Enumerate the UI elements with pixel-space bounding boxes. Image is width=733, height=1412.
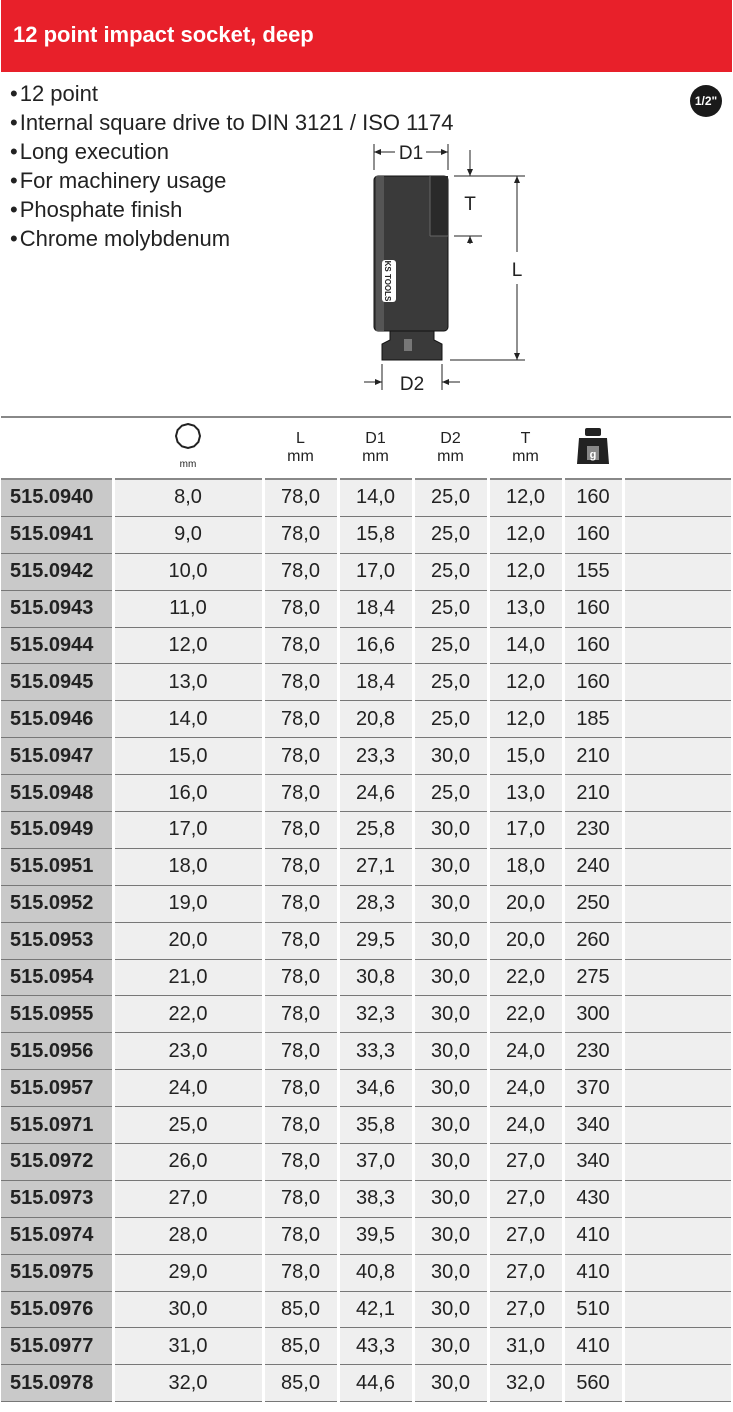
table-cell: 39,5 bbox=[338, 1217, 413, 1254]
table-cell: 160 bbox=[563, 479, 623, 516]
table-cell: 85,0 bbox=[263, 1365, 338, 1402]
spec-table bbox=[1, 416, 731, 1402]
table-row bbox=[1, 1254, 731, 1291]
table-cell: 30,0 bbox=[413, 1180, 488, 1217]
table-cell: 78,0 bbox=[263, 1254, 338, 1291]
table-cell: 30,0 bbox=[413, 1033, 488, 1070]
header-length: L mm bbox=[263, 417, 338, 479]
table-cell: 44,6 bbox=[338, 1365, 413, 1402]
table-cell-blank bbox=[623, 848, 731, 885]
table-cell: 20,0 bbox=[488, 922, 563, 959]
article-number-cell: 515.0942 bbox=[1, 553, 113, 590]
table-cell-blank bbox=[623, 1217, 731, 1254]
table-cell-blank bbox=[623, 479, 731, 516]
table-cell: 370 bbox=[563, 1070, 623, 1107]
table-cell: 30,0 bbox=[413, 1217, 488, 1254]
table-cell-blank bbox=[623, 553, 731, 590]
table-cell: 155 bbox=[563, 553, 623, 590]
feature-item: • Internal square drive to DIN 3121 / ISO 1174 bbox=[10, 108, 453, 137]
table-cell: 430 bbox=[563, 1180, 623, 1217]
table-cell: 12,0 bbox=[113, 627, 263, 664]
table-cell-blank bbox=[623, 1291, 731, 1328]
table-row bbox=[1, 1070, 731, 1107]
table-cell-blank bbox=[623, 1144, 731, 1181]
table-cell: 25,0 bbox=[113, 1107, 263, 1144]
table-cell: 78,0 bbox=[263, 996, 338, 1033]
table-cell: 22,0 bbox=[488, 996, 563, 1033]
table-cell: 13,0 bbox=[488, 590, 563, 627]
table-cell: 410 bbox=[563, 1217, 623, 1254]
table-cell: 25,8 bbox=[338, 812, 413, 849]
table-cell: 185 bbox=[563, 701, 623, 738]
table-row bbox=[1, 1033, 731, 1070]
table-cell: 30,0 bbox=[413, 1144, 488, 1181]
table-row bbox=[1, 812, 731, 849]
table-cell-blank bbox=[623, 738, 731, 775]
article-number-cell: 515.0945 bbox=[1, 664, 113, 701]
table-row bbox=[1, 701, 731, 738]
table-cell: 28,3 bbox=[338, 885, 413, 922]
table-cell: 30,0 bbox=[113, 1291, 263, 1328]
table-row bbox=[1, 1365, 731, 1402]
table-cell: 410 bbox=[563, 1328, 623, 1365]
table-cell: 30,0 bbox=[413, 885, 488, 922]
table-row bbox=[1, 664, 731, 701]
table-cell: 78,0 bbox=[263, 664, 338, 701]
table-row bbox=[1, 627, 731, 664]
article-number-cell: 515.0955 bbox=[1, 996, 113, 1033]
table-cell-blank bbox=[623, 590, 731, 627]
table-cell: 30,0 bbox=[413, 1365, 488, 1402]
ks-tools-logo bbox=[382, 260, 396, 302]
table-cell: 23,3 bbox=[338, 738, 413, 775]
table-row bbox=[1, 885, 731, 922]
table-cell: 30,0 bbox=[413, 922, 488, 959]
dodecagon-icon bbox=[175, 423, 201, 449]
d1-label: D1 bbox=[398, 143, 424, 164]
table-cell: 18,0 bbox=[488, 848, 563, 885]
table-cell: 32,3 bbox=[338, 996, 413, 1033]
header-size bbox=[113, 417, 263, 479]
article-number-cell: 515.0977 bbox=[1, 1328, 113, 1365]
table-cell-blank bbox=[623, 516, 731, 553]
table-cell: 12,0 bbox=[488, 664, 563, 701]
table-cell-blank bbox=[623, 664, 731, 701]
table-row bbox=[1, 516, 731, 553]
table-cell: 33,3 bbox=[338, 1033, 413, 1070]
article-number-cell: 515.0940 bbox=[1, 479, 113, 516]
article-number-cell: 515.0941 bbox=[1, 516, 113, 553]
table-cell: 24,0 bbox=[488, 1070, 563, 1107]
table-cell: 25,0 bbox=[413, 701, 488, 738]
table-cell: 210 bbox=[563, 775, 623, 812]
table-cell: 240 bbox=[563, 848, 623, 885]
table-cell: 27,0 bbox=[488, 1180, 563, 1217]
table-cell: 27,0 bbox=[113, 1180, 263, 1217]
table-cell: 78,0 bbox=[263, 516, 338, 553]
article-number-cell: 515.0947 bbox=[1, 738, 113, 775]
table-cell-blank bbox=[623, 922, 731, 959]
article-number-cell: 515.0973 bbox=[1, 1180, 113, 1217]
article-number-cell: 515.0953 bbox=[1, 922, 113, 959]
table-cell: 78,0 bbox=[263, 738, 338, 775]
table-cell-blank bbox=[623, 996, 731, 1033]
table-cell: 78,0 bbox=[263, 922, 338, 959]
table-cell: 78,0 bbox=[263, 1033, 338, 1070]
header-t: T mm bbox=[488, 417, 563, 479]
table-row bbox=[1, 1180, 731, 1217]
table-cell: 160 bbox=[563, 590, 623, 627]
table-row bbox=[1, 775, 731, 812]
table-cell: 30,0 bbox=[413, 996, 488, 1033]
table-cell-blank bbox=[623, 1070, 731, 1107]
table-row bbox=[1, 1291, 731, 1328]
article-number-cell: 515.0972 bbox=[1, 1144, 113, 1181]
feature-item: • For machinery usage bbox=[10, 166, 453, 195]
table-row bbox=[1, 738, 731, 775]
table-cell: 21,0 bbox=[113, 959, 263, 996]
table-row bbox=[1, 959, 731, 996]
table-cell: 32,0 bbox=[113, 1365, 263, 1402]
table-cell: 29,0 bbox=[113, 1254, 263, 1291]
table-row bbox=[1, 922, 731, 959]
table-cell: 30,0 bbox=[413, 812, 488, 849]
table-cell-blank bbox=[623, 1365, 731, 1402]
feature-item: • 12 point bbox=[10, 79, 453, 108]
table-cell: 22,0 bbox=[113, 996, 263, 1033]
table-cell: 25,0 bbox=[413, 775, 488, 812]
table-cell: 25,0 bbox=[413, 516, 488, 553]
table-cell: 230 bbox=[563, 812, 623, 849]
table-cell: 78,0 bbox=[263, 1144, 338, 1181]
table-cell: 27,0 bbox=[488, 1254, 563, 1291]
l-label: L bbox=[511, 260, 523, 281]
table-cell: 25,0 bbox=[413, 664, 488, 701]
article-number-cell: 515.0946 bbox=[1, 701, 113, 738]
table-cell: 78,0 bbox=[263, 848, 338, 885]
table-cell: 22,0 bbox=[488, 959, 563, 996]
table-cell: 230 bbox=[563, 1033, 623, 1070]
table-cell: 42,1 bbox=[338, 1291, 413, 1328]
table-cell: 25,0 bbox=[413, 627, 488, 664]
table-cell-blank bbox=[623, 885, 731, 922]
table-cell: 20,0 bbox=[113, 922, 263, 959]
table-cell: 78,0 bbox=[263, 885, 338, 922]
table-cell: 275 bbox=[563, 959, 623, 996]
table-cell: 37,0 bbox=[338, 1144, 413, 1181]
drive-size-badge: 1/2" bbox=[690, 85, 722, 117]
table-cell: 14,0 bbox=[113, 701, 263, 738]
table-cell: 30,0 bbox=[413, 848, 488, 885]
table-cell-blank bbox=[623, 1033, 731, 1070]
table-cell: 340 bbox=[563, 1144, 623, 1181]
article-number-cell: 515.0944 bbox=[1, 627, 113, 664]
table-cell: 12,0 bbox=[488, 479, 563, 516]
table-cell: 13,0 bbox=[488, 775, 563, 812]
brand-text: KS TOOLS bbox=[383, 260, 392, 302]
article-number-cell: 515.0943 bbox=[1, 590, 113, 627]
table-cell: 30,0 bbox=[413, 1291, 488, 1328]
table-cell: 27,0 bbox=[488, 1144, 563, 1181]
article-number-cell: 515.0952 bbox=[1, 885, 113, 922]
table-cell: 23,0 bbox=[113, 1033, 263, 1070]
table-header-row bbox=[1, 417, 731, 479]
table-cell: 32,0 bbox=[488, 1365, 563, 1402]
table-cell: 30,0 bbox=[413, 1254, 488, 1291]
table-cell: 8,0 bbox=[113, 479, 263, 516]
table-row bbox=[1, 479, 731, 516]
table-cell: 78,0 bbox=[263, 812, 338, 849]
table-cell: 160 bbox=[563, 664, 623, 701]
table-cell: 17,0 bbox=[338, 553, 413, 590]
table-row bbox=[1, 1144, 731, 1181]
table-cell: 15,0 bbox=[488, 738, 563, 775]
table-cell: 340 bbox=[563, 1107, 623, 1144]
table-row bbox=[1, 996, 731, 1033]
table-cell: 25,0 bbox=[413, 553, 488, 590]
table-cell: 14,0 bbox=[338, 479, 413, 516]
article-number-cell: 515.0971 bbox=[1, 1107, 113, 1144]
header-d1: D1 mm bbox=[338, 417, 413, 479]
table-cell: 16,6 bbox=[338, 627, 413, 664]
table-cell: 78,0 bbox=[263, 627, 338, 664]
table-cell: 30,0 bbox=[413, 738, 488, 775]
table-cell: 78,0 bbox=[263, 1217, 338, 1254]
table-cell: 78,0 bbox=[263, 1180, 338, 1217]
article-number-cell: 515.0975 bbox=[1, 1254, 113, 1291]
weight-icon-label: g bbox=[589, 448, 597, 461]
table-cell-blank bbox=[623, 1107, 731, 1144]
table-cell-blank bbox=[623, 701, 731, 738]
table-cell: 410 bbox=[563, 1254, 623, 1291]
table-cell: 24,0 bbox=[488, 1033, 563, 1070]
table-cell: 25,0 bbox=[413, 590, 488, 627]
table-cell: 25,0 bbox=[413, 479, 488, 516]
table-cell: 27,0 bbox=[488, 1217, 563, 1254]
table-cell-blank bbox=[623, 1254, 731, 1291]
table-cell: 78,0 bbox=[263, 701, 338, 738]
table-cell: 85,0 bbox=[263, 1328, 338, 1365]
table-cell-blank bbox=[623, 1328, 731, 1365]
table-cell: 250 bbox=[563, 885, 623, 922]
table-cell: 16,0 bbox=[113, 775, 263, 812]
header-article bbox=[1, 417, 113, 479]
table-cell: 17,0 bbox=[113, 812, 263, 849]
socket-dimension-diagram bbox=[350, 140, 540, 400]
table-cell: 31,0 bbox=[488, 1328, 563, 1365]
table-cell: 12,0 bbox=[488, 553, 563, 590]
table-cell: 15,8 bbox=[338, 516, 413, 553]
table-cell: 18,4 bbox=[338, 590, 413, 627]
table-cell: 43,3 bbox=[338, 1328, 413, 1365]
table-cell: 160 bbox=[563, 627, 623, 664]
table-cell: 210 bbox=[563, 738, 623, 775]
table-cell: 10,0 bbox=[113, 553, 263, 590]
article-number-cell: 515.0956 bbox=[1, 1033, 113, 1070]
article-number-cell: 515.0976 bbox=[1, 1291, 113, 1328]
table-cell: 26,0 bbox=[113, 1144, 263, 1181]
table-cell-blank bbox=[623, 959, 731, 996]
table-cell: 78,0 bbox=[263, 479, 338, 516]
table-cell: 31,0 bbox=[113, 1328, 263, 1365]
table-cell: 30,8 bbox=[338, 959, 413, 996]
table-row bbox=[1, 1328, 731, 1365]
table-cell: 78,0 bbox=[263, 1107, 338, 1144]
table-cell: 78,0 bbox=[263, 959, 338, 996]
table-cell: 13,0 bbox=[113, 664, 263, 701]
table-row bbox=[1, 1217, 731, 1254]
table-cell: 24,0 bbox=[488, 1107, 563, 1144]
table-cell: 27,0 bbox=[488, 1291, 563, 1328]
table-cell: 40,8 bbox=[338, 1254, 413, 1291]
table-cell: 260 bbox=[563, 922, 623, 959]
article-number-cell: 515.0974 bbox=[1, 1217, 113, 1254]
table-cell: 12,0 bbox=[488, 701, 563, 738]
table-cell: 12,0 bbox=[488, 516, 563, 553]
table-cell: 78,0 bbox=[263, 775, 338, 812]
table-cell: 30,0 bbox=[413, 1328, 488, 1365]
table-cell: 20,8 bbox=[338, 701, 413, 738]
table-cell-blank bbox=[623, 627, 731, 664]
table-cell: 9,0 bbox=[113, 516, 263, 553]
table-row bbox=[1, 553, 731, 590]
d2-label: D2 bbox=[399, 374, 425, 395]
header-blank bbox=[623, 417, 731, 479]
table-cell: 18,0 bbox=[113, 848, 263, 885]
table-cell: 24,6 bbox=[338, 775, 413, 812]
table-cell: 560 bbox=[563, 1365, 623, 1402]
article-number-cell: 515.0948 bbox=[1, 775, 113, 812]
table-cell: 35,8 bbox=[338, 1107, 413, 1144]
weight-icon bbox=[575, 426, 611, 466]
table-cell: 27,1 bbox=[338, 848, 413, 885]
table-cell: 14,0 bbox=[488, 627, 563, 664]
feature-item: • Long execution bbox=[10, 137, 453, 166]
table-row bbox=[1, 590, 731, 627]
table-cell: 19,0 bbox=[113, 885, 263, 922]
article-number-cell: 515.0949 bbox=[1, 812, 113, 849]
table-cell: 30,0 bbox=[413, 1070, 488, 1107]
table-cell: 160 bbox=[563, 516, 623, 553]
table-cell: 510 bbox=[563, 1291, 623, 1328]
header-weight bbox=[563, 417, 623, 479]
header-size-unit: mm bbox=[179, 458, 197, 470]
table-cell: 11,0 bbox=[113, 590, 263, 627]
table-cell: 78,0 bbox=[263, 553, 338, 590]
feature-item: • Phosphate finish bbox=[10, 195, 453, 224]
header-d2: D2 mm bbox=[413, 417, 488, 479]
table-cell: 78,0 bbox=[263, 1070, 338, 1107]
table-cell: 15,0 bbox=[113, 738, 263, 775]
article-number-cell: 515.0978 bbox=[1, 1365, 113, 1402]
article-number-cell: 515.0957 bbox=[1, 1070, 113, 1107]
table-row bbox=[1, 848, 731, 885]
table-cell: 78,0 bbox=[263, 590, 338, 627]
table-cell: 18,4 bbox=[338, 664, 413, 701]
table-cell-blank bbox=[623, 812, 731, 849]
table-cell-blank bbox=[623, 1180, 731, 1217]
feature-item: • Chrome molybdenum bbox=[10, 224, 453, 253]
table-cell: 28,0 bbox=[113, 1217, 263, 1254]
table-cell: 34,6 bbox=[338, 1070, 413, 1107]
table-cell: 38,3 bbox=[338, 1180, 413, 1217]
table-cell: 30,0 bbox=[413, 959, 488, 996]
article-number-cell: 515.0951 bbox=[1, 848, 113, 885]
table-cell: 29,5 bbox=[338, 922, 413, 959]
table-cell: 300 bbox=[563, 996, 623, 1033]
t-label: T bbox=[464, 194, 476, 215]
table-cell: 85,0 bbox=[263, 1291, 338, 1328]
page-title: 12 point impact socket, deep bbox=[13, 22, 314, 47]
title-banner bbox=[1, 0, 732, 72]
table-row bbox=[1, 1107, 731, 1144]
article-number-cell: 515.0954 bbox=[1, 959, 113, 996]
table-cell: 24,0 bbox=[113, 1070, 263, 1107]
table-cell: 30,0 bbox=[413, 1107, 488, 1144]
table-cell: 20,0 bbox=[488, 885, 563, 922]
table-cell: 17,0 bbox=[488, 812, 563, 849]
table-cell-blank bbox=[623, 775, 731, 812]
